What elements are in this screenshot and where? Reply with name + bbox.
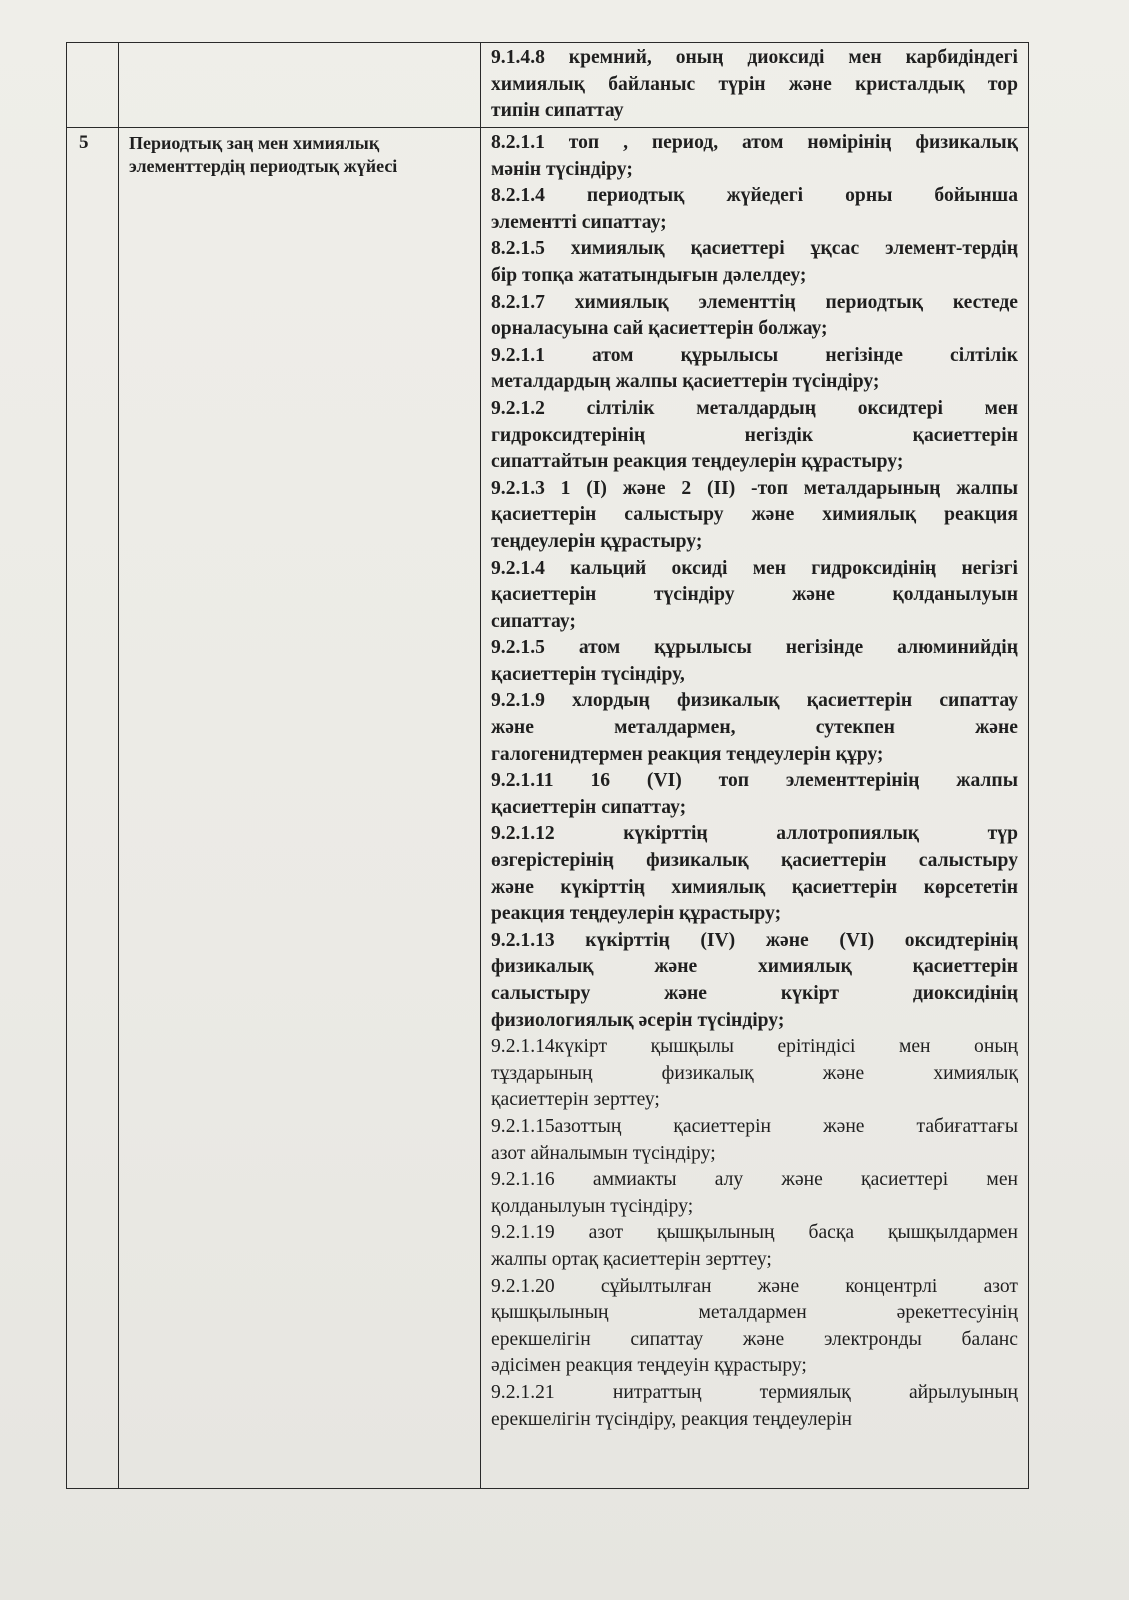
objective-line: қасиеттерін түсіндіру,: [491, 663, 685, 685]
objective-line: 9.2.1.21 нитраттың термиялық айрылуының: [491, 1381, 1018, 1403]
table-row: [67, 128, 1029, 1489]
objective-line: бір топқа жататындығын дәлелдеу;: [491, 264, 807, 286]
objective-item: [491, 476, 1018, 556]
objective-item: [491, 183, 1018, 236]
objective-line: мәнін түсіндіру;: [491, 158, 633, 180]
objectives-cell: [481, 128, 1029, 1489]
objective-line: қышқылының металдармен әрекеттесуінің: [491, 1302, 1018, 1324]
objective-line: 9.2.1.5 атом құрылысы негізінде алюминийдің: [491, 637, 1018, 659]
objective-line: қасиеттерін сипаттау;: [491, 796, 687, 818]
objective-item: [491, 236, 1018, 289]
objective-line: гидроксидтерінің негіздік қасиеттерін: [491, 424, 1018, 446]
curriculum-table: [66, 42, 1029, 1489]
objective-line: сипаттау;: [491, 610, 576, 632]
objective-line: орналасуына сай қасиеттерін болжау;: [491, 318, 828, 340]
objective-line: химиялық байланыс түрін және кристалдық тор: [491, 73, 1018, 95]
topic-line: Периодтық заң мен химиялық: [129, 133, 380, 153]
objective-line: металдардың жалпы қасиеттерін түсіндіру;: [491, 371, 880, 393]
objective-line: типін сипаттау: [491, 100, 624, 122]
objective-line: және күкірттің химиялық қасиеттерін көрсететін: [491, 876, 1018, 898]
objectives-cell: [481, 43, 1029, 128]
objective-line: жалпы ортақ қасиеттерін зерттеу;: [491, 1248, 772, 1270]
objective-line: 9.2.1.1 атом құрылысы негізінде сілтілік: [491, 344, 1018, 366]
objective-line: және металдармен, сутекпен және: [491, 717, 1018, 739]
objective-item: [491, 1167, 1018, 1220]
objective-line: 9.2.1.9 хлордың физикалық қасиеттерін сипаттау: [491, 690, 1018, 712]
objective-line: элементті сипаттау;: [491, 211, 667, 233]
objective-line: 9.2.1.11 16 (VI) топ элементтерінің жалпы: [491, 770, 1018, 792]
objective-item: [491, 768, 1018, 821]
objective-item: [491, 821, 1018, 927]
objective-item: [491, 1034, 1018, 1114]
objective-line: 9.1.4.8 кремний, оның диоксиді мен карбидіндегі: [491, 47, 1018, 68]
objective-item: [491, 1220, 1018, 1273]
objective-line: қасиеттерін салыстыру және химиялық реакция: [491, 504, 1018, 526]
topic-cell: [119, 43, 481, 128]
objective-line: тұздарының физикалық және химиялық: [491, 1062, 1018, 1084]
objective-item: [491, 635, 1018, 688]
objective-line: 9.2.1.14күкірт қышқылы ерітіндісі мен оның: [491, 1036, 1018, 1058]
objective-line: сипаттайтын реакция теңдеулерін құрастыру;: [491, 451, 904, 473]
objective-item: [491, 1274, 1018, 1380]
objective-line: қолданылуын түсіндіру;: [491, 1195, 694, 1217]
objective-item: [491, 1380, 1018, 1433]
objective-line: 8.2.1.4 периодтық жүйедегі орны бойынша: [491, 185, 1018, 207]
objective-line: реакция теңдеулерін құрастыру;: [491, 903, 782, 925]
objective-line: 8.2.1.1 топ , период, атом нөмірінің физикалық: [491, 132, 1018, 153]
table-row: [67, 43, 1029, 128]
objective-item: [491, 556, 1018, 636]
objective-line: 9.2.1.16 аммиакты алу және қасиеттері мен: [491, 1169, 1018, 1191]
objective-item: [491, 928, 1018, 1034]
objective-line: 9.2.1.12 күкірттің аллотропиялық түр: [491, 823, 1018, 845]
objective-line: 8.2.1.5 химиялық қасиеттері ұқсас элемент-тердің: [491, 238, 1018, 260]
objective-line: қасиеттерін зерттеу;: [491, 1089, 660, 1111]
objective-item: [491, 45, 1018, 125]
objectives-list: [491, 45, 1018, 125]
objective-line: салыстыру және күкірт диоксидінің: [491, 983, 1018, 1004]
objective-item: [491, 396, 1018, 476]
objective-line: 9.2.1.19 азот қышқылының басқа қышқылдармен: [491, 1222, 1018, 1244]
objective-line: өзгерістерінің физикалық қасиеттерін салыстыру: [491, 850, 1018, 872]
row-number-cell: 5: [67, 128, 119, 1489]
objective-line: галогенидтермен реакция теңдеулерін құру;: [491, 743, 884, 765]
objective-line: 9.2.1.4 кальций оксиді мен гидроксидінің негізгі: [491, 557, 1018, 579]
objective-item: [491, 290, 1018, 343]
objective-line: 9.2.1.20 сұйылтылған және концентрлі азот: [491, 1275, 1018, 1297]
objective-line: физиологиялық әсерін түсіндіру;: [491, 1009, 785, 1031]
objective-line: ерекшелігін сипаттау және электронды баланс: [491, 1328, 1018, 1350]
objective-line: азот айналымын түсіндіру;: [491, 1142, 716, 1164]
objective-line: 9.2.1.15азоттың қасиеттерін және табиғаттағы: [491, 1115, 1018, 1137]
objective-line: әдісімен реакция теңдеуін құрастыру;: [491, 1355, 807, 1377]
objective-line: 9.2.1.13 күкірттің (IV) және (VI) оксидтерінің: [491, 929, 1018, 951]
objective-line: теңдеулерін құрастыру;: [491, 530, 703, 552]
objective-item: [491, 1114, 1018, 1167]
objective-item: [491, 688, 1018, 768]
objective-line: 8.2.1.7 химиялық элементтің периодтық кестеде: [491, 291, 1018, 313]
objective-line: ерекшелігін түсіндіру, реакция теңдеулерін: [491, 1408, 853, 1430]
objective-line: 9.2.1.2 сілтілік металдардың оксидтері мен: [491, 397, 1018, 419]
objective-line: қасиеттерін түсіндіру және қолданылуын: [491, 584, 1018, 606]
topic-cell: [119, 128, 481, 1489]
objective-item: [491, 343, 1018, 396]
objective-line: 9.2.1.3 1 (I) және 2 (II) -топ металдарының жалпы: [491, 477, 1018, 499]
topic-line: элементтердің периодтық жүйесі: [129, 156, 398, 176]
objective-item: [491, 130, 1018, 183]
objectives-list: [491, 130, 1018, 1482]
row-number-cell: [67, 43, 119, 128]
objective-line: физикалық және химиялық қасиеттерін: [491, 956, 1018, 978]
